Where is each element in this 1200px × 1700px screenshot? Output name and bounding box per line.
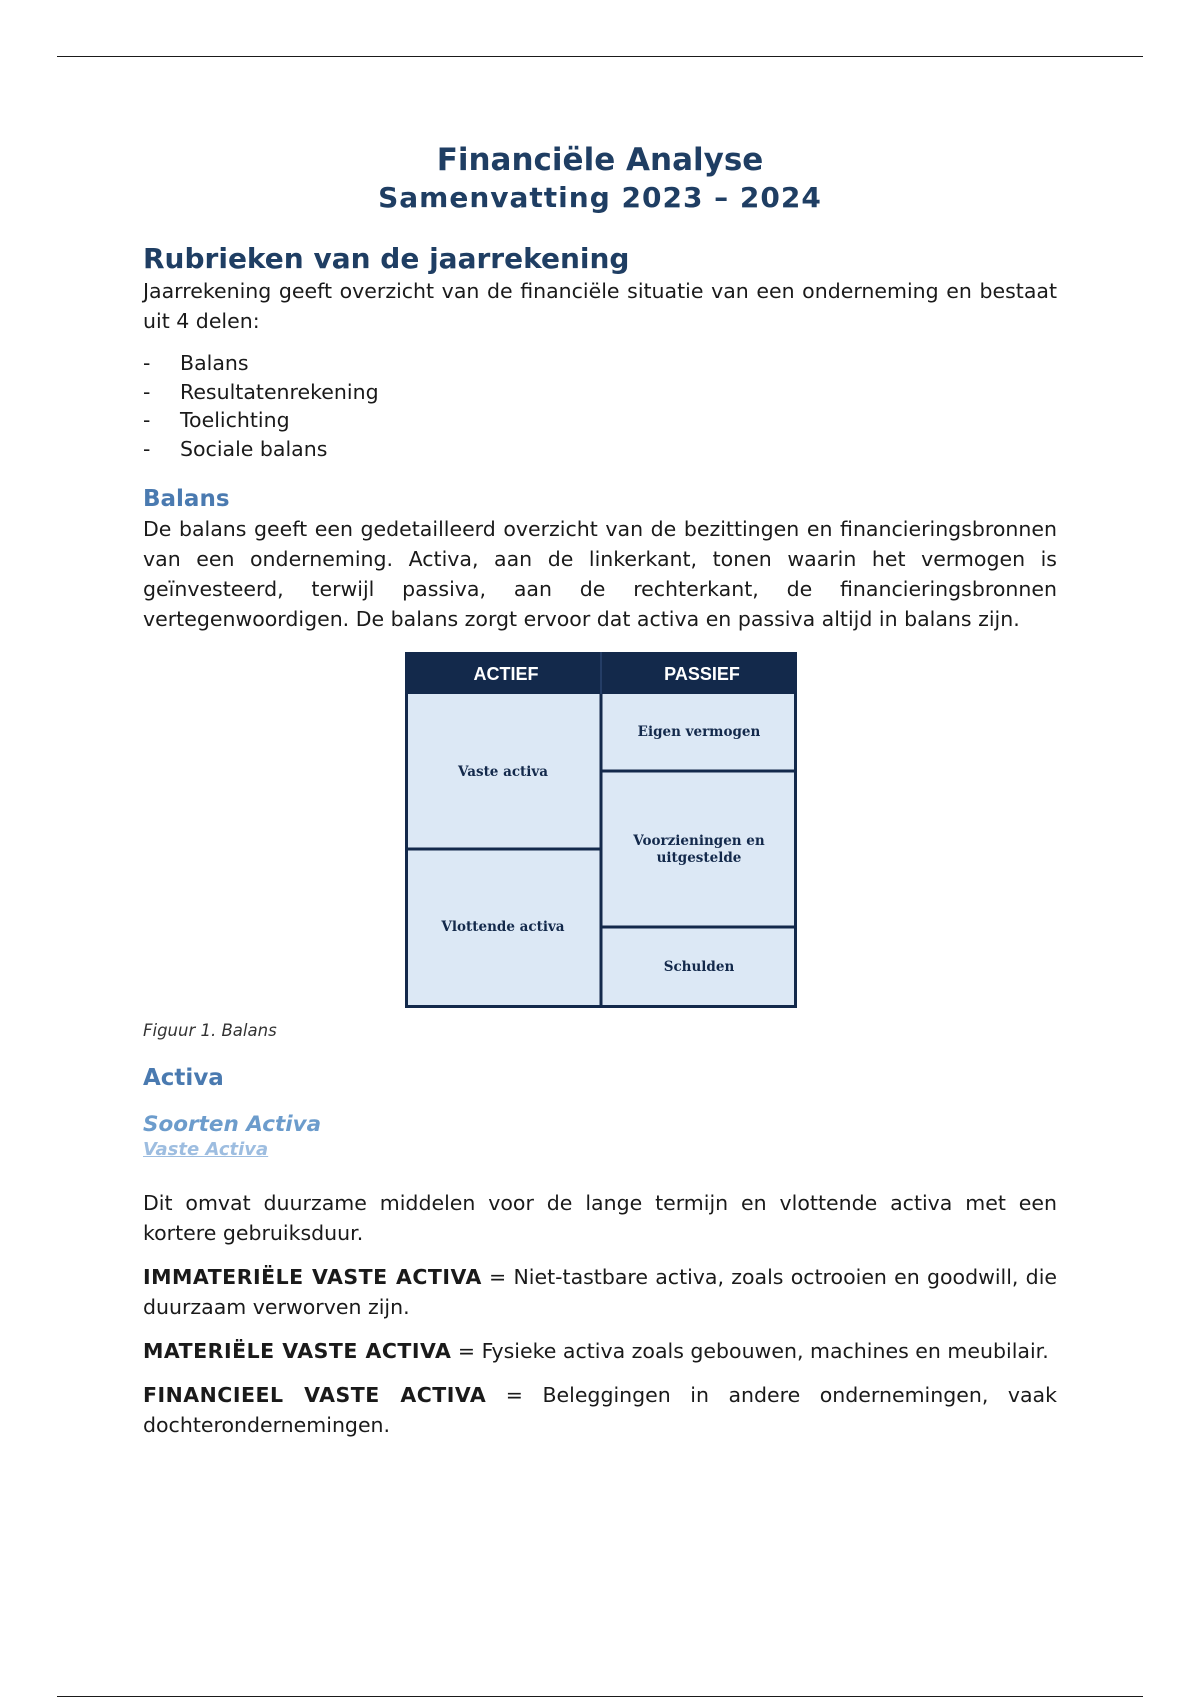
- cell-eigen-vermogen: Eigen vermogen: [637, 724, 761, 740]
- definition-immateriele: [143, 1262, 1057, 1322]
- definition-term: MATERIËLE VASTE ACTIVA: [143, 1339, 452, 1363]
- balans-paragraph: De balans geeft een gedetailleerd overzicht van de bezittingen en financieringsbronnen van een onderneming. Activa, aan de linkerkant, tonen waarin het vermogen is geïnvesteerd, terwijl passiva, aan de rechterkant, de financieringsbronnen vertegenwoordigen. De balans zorgt ervoor dat activa en passiva altijd in balans zijn.: [143, 517, 1057, 631]
- definition-materiele: [143, 1336, 1057, 1366]
- definition-financieel: [143, 1380, 1057, 1440]
- intro-paragraph: Jaarrekening geeft overzicht van de financiële situatie van een onderneming en bestaat uit 4 delen:: [143, 279, 1057, 333]
- cell-vlottende-activa: Vlottende activa: [441, 919, 565, 935]
- balance-sheet-figure: [405, 652, 797, 1008]
- page-content: [143, 140, 1057, 1440]
- definition-term: IMMATERIËLE VASTE ACTIVA: [143, 1265, 482, 1289]
- section-heading-activa: Activa: [143, 1065, 224, 1091]
- cell-voorzieningen-line1: Voorzieningen en: [633, 833, 765, 849]
- document-title: Financiële Analyse: [436, 142, 764, 178]
- header-actief: ACTIEF: [473, 664, 539, 684]
- figure-caption: Figuur 1. Balans: [143, 1021, 277, 1040]
- definition-text: = Fysieke activa zoals gebouwen, machines en meubilair.: [451, 1339, 1049, 1363]
- subheading-soorten-activa: Soorten Activa: [143, 1112, 322, 1137]
- header-passief: PASSIEF: [664, 664, 740, 684]
- parts-list: [143, 349, 1057, 463]
- section-heading-balans: Balans: [143, 486, 230, 512]
- list-item: - Sociale balans: [143, 435, 1057, 464]
- cell-voorzieningen-line2: uitgestelde: [656, 850, 742, 866]
- subheading-vaste-activa: Vaste Activa: [143, 1139, 269, 1160]
- list-item: - Resultatenrekening: [143, 378, 1057, 407]
- activa-paragraph: Dit omvat duurzame middelen voor de lange termijn en vlottende activa met een kortere gebruiksduur.: [143, 1191, 1057, 1245]
- header-rule: [57, 56, 1143, 57]
- cell-vaste-activa: Vaste activa: [457, 764, 549, 780]
- section-heading-rubrieken: Rubrieken van de jaarrekening: [143, 242, 630, 275]
- cell-schulden: Schulden: [663, 959, 735, 975]
- definition-text: = Beleggingen in andere ondernemingen, vaak dochterondernemingen.: [143, 1383, 1057, 1437]
- definition-term: FINANCIEEL VASTE ACTIVA: [143, 1383, 487, 1407]
- list-item: - Toelichting: [143, 406, 1057, 435]
- document-subtitle: Samenvatting 2023 – 2024: [378, 181, 822, 214]
- definition-text: = Niet-tastbare activa, zoals octrooien en goodwill, die duurzaam verworven zijn.: [143, 1265, 1057, 1319]
- list-item: - Balans: [143, 349, 1057, 378]
- footer-rule: [57, 1696, 1143, 1697]
- balance-sheet-diagram: [405, 652, 797, 1008]
